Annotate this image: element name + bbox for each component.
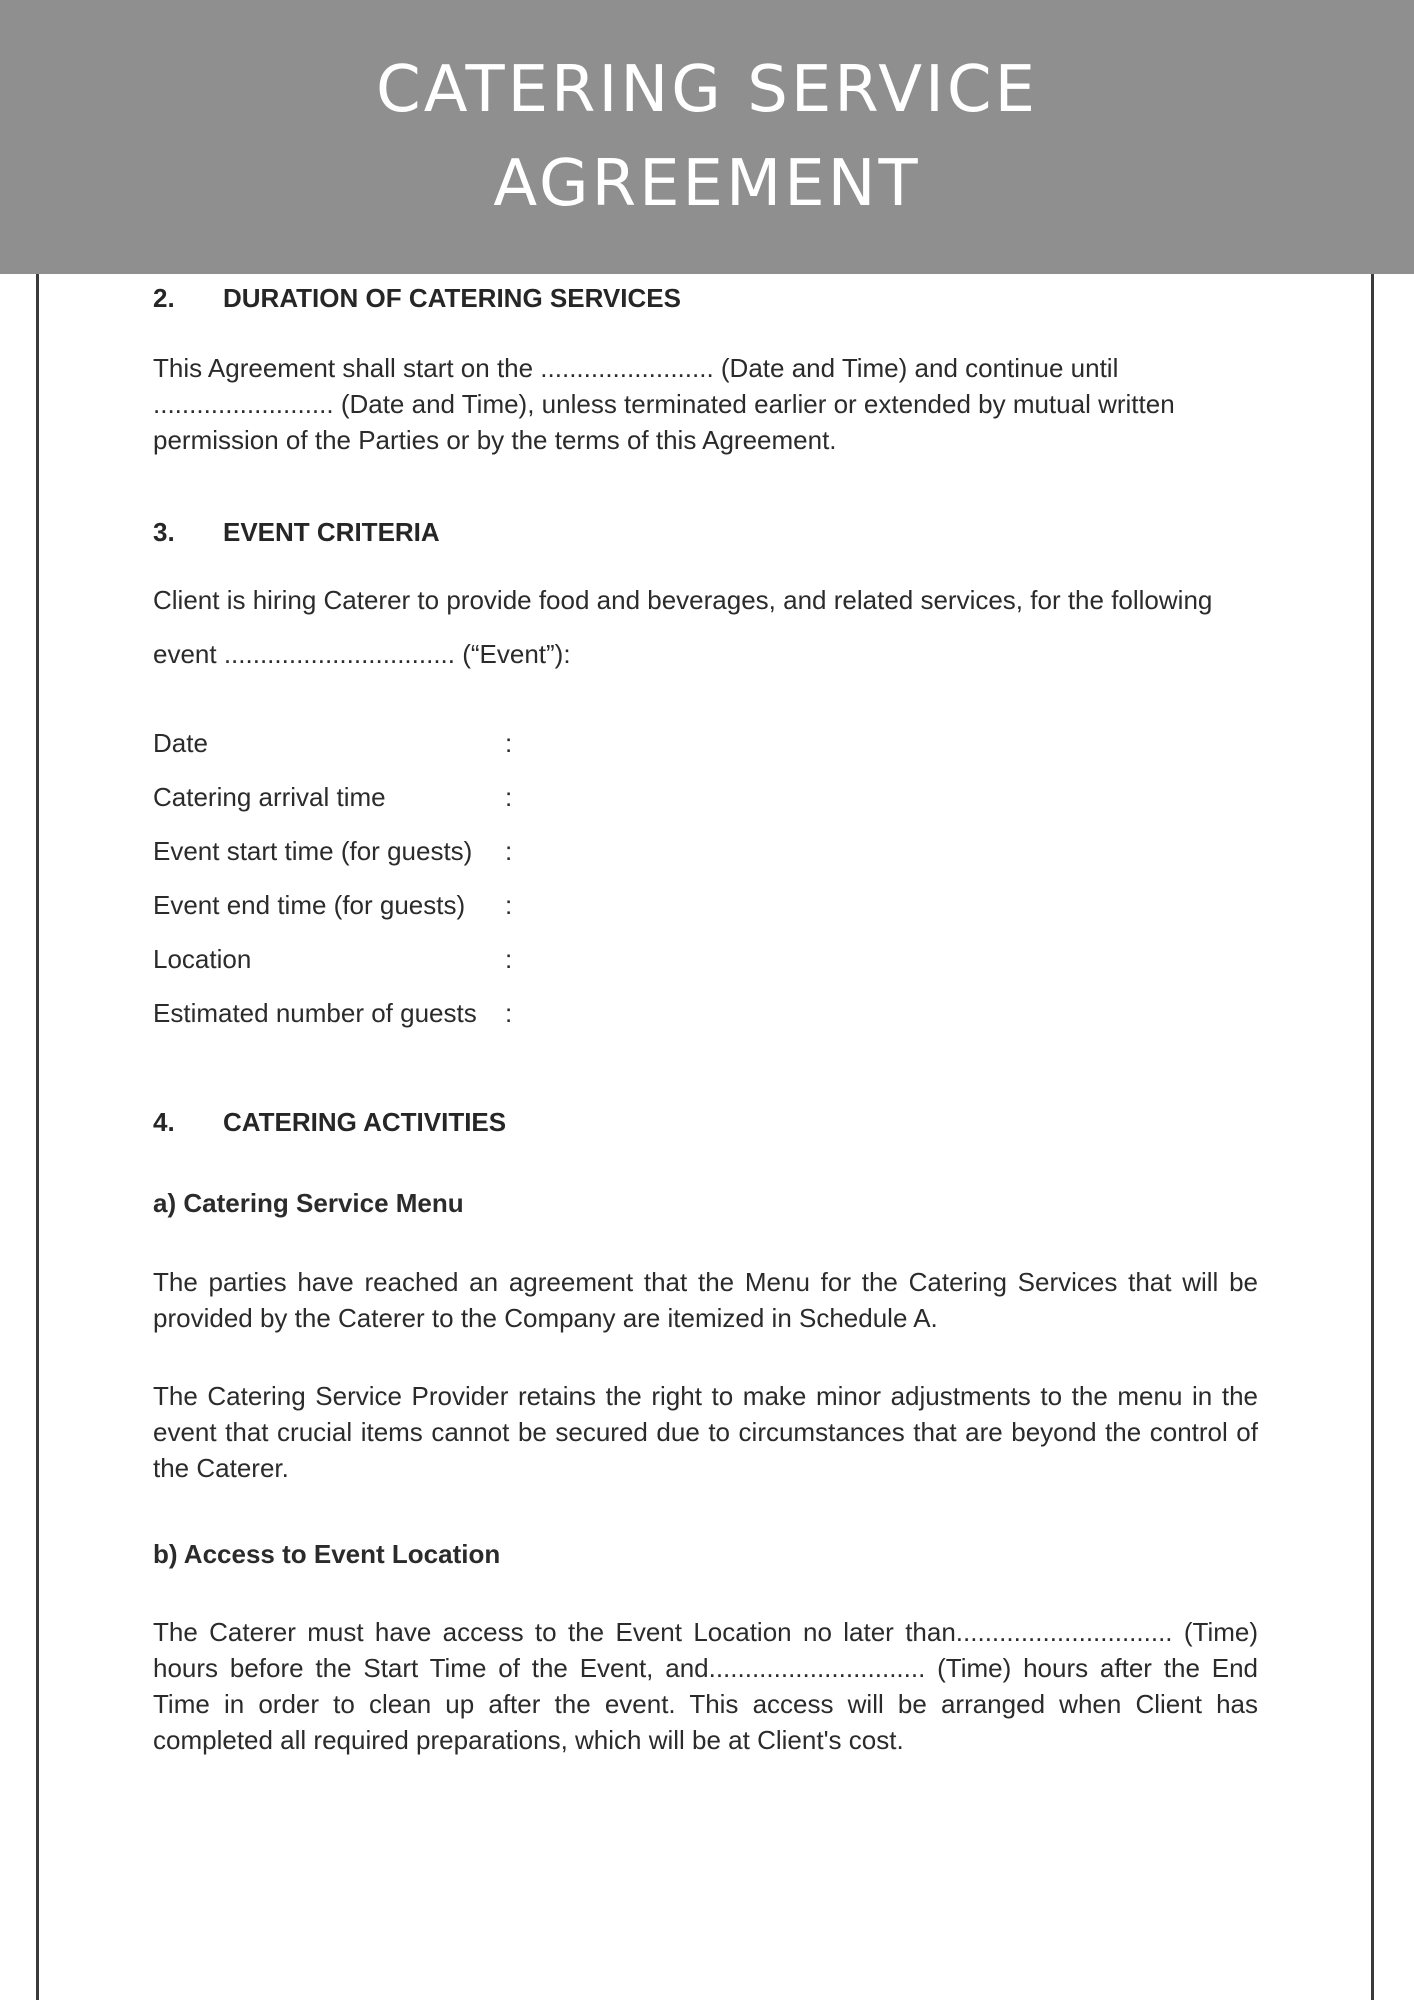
text-line: Client is hiring Caterer to provide food and beverages, and related services, for the following bbox=[153, 585, 1213, 615]
field-date bbox=[153, 725, 753, 761]
field-event-start-time bbox=[153, 833, 753, 869]
field-label: Estimated number of guests bbox=[153, 998, 477, 1028]
text-line: event ................................ (“Event”): bbox=[153, 639, 571, 669]
text-line: ......................... (Date and Time), unless terminated earlier or extended by mutual written bbox=[153, 389, 1175, 419]
section-2-paragraph bbox=[153, 350, 1258, 458]
field-separator: : bbox=[505, 782, 513, 812]
section-number: 2. bbox=[153, 283, 175, 313]
field-estimated-guests bbox=[153, 995, 753, 1031]
field-label: Event start time (for guests) bbox=[153, 836, 473, 866]
title-banner bbox=[0, 0, 1414, 274]
field-label: Catering arrival time bbox=[153, 782, 386, 812]
page-border-left bbox=[36, 274, 39, 2000]
section-title: DURATION OF CATERING SERVICES bbox=[223, 283, 681, 313]
subsection-a-paragraph-2: The Catering Service Provider retains the right to make minor adjustments to the menu in the event that crucial items cannot be secured due to circumstances that are beyond the control of the Caterer. bbox=[153, 1381, 1258, 1483]
field-event-end-time bbox=[153, 887, 753, 923]
field-label: Date bbox=[153, 728, 208, 758]
section-number: 3. bbox=[153, 517, 175, 547]
subsection-b-heading: b) Access to Event Location bbox=[153, 1539, 501, 1569]
page-border-right bbox=[1371, 274, 1374, 2000]
section-3-heading bbox=[153, 514, 440, 550]
field-separator: : bbox=[505, 890, 513, 920]
field-label: Location bbox=[153, 944, 252, 974]
banner-title-line1: CATERING SERVICE bbox=[376, 53, 1038, 127]
section-number: 4. bbox=[153, 1107, 175, 1137]
text-line: permission of the Parties or by the terms of this Agreement. bbox=[153, 425, 837, 455]
field-label: Event end time (for guests) bbox=[153, 890, 466, 920]
field-separator: : bbox=[505, 836, 513, 866]
subsection-b-paragraph-1: The Caterer must have access to the Event Location no later than.............................. (Time) hours before the Start Time of the Event, and.............................. (Time) hours after the End Time in order to clean up after the event. This access will be arranged when Client has completed all required preparations, which will be at Client's cost. bbox=[153, 1617, 1258, 1755]
subsection-a-heading: a) Catering Service Menu bbox=[153, 1188, 464, 1218]
banner-title-line2: AGREEMENT bbox=[493, 147, 921, 221]
field-catering-arrival-time bbox=[153, 779, 753, 815]
section-4-heading bbox=[153, 1104, 506, 1140]
text-line: This Agreement shall start on the ........................ (Date and Time) and continue until bbox=[153, 353, 1119, 383]
field-separator: : bbox=[505, 998, 513, 1028]
subsection-a-paragraph-1: The parties have reached an agreement that the Menu for the Catering Services that will be provided by the Caterer to the Company are itemized in Schedule A. bbox=[153, 1267, 1258, 1333]
section-2-heading bbox=[153, 280, 681, 316]
section-3-paragraph bbox=[153, 582, 1258, 672]
field-location bbox=[153, 941, 753, 977]
field-separator: : bbox=[505, 944, 513, 974]
section-title: EVENT CRITERIA bbox=[223, 517, 440, 547]
section-title: CATERING ACTIVITIES bbox=[223, 1107, 507, 1137]
field-separator: : bbox=[505, 728, 513, 758]
